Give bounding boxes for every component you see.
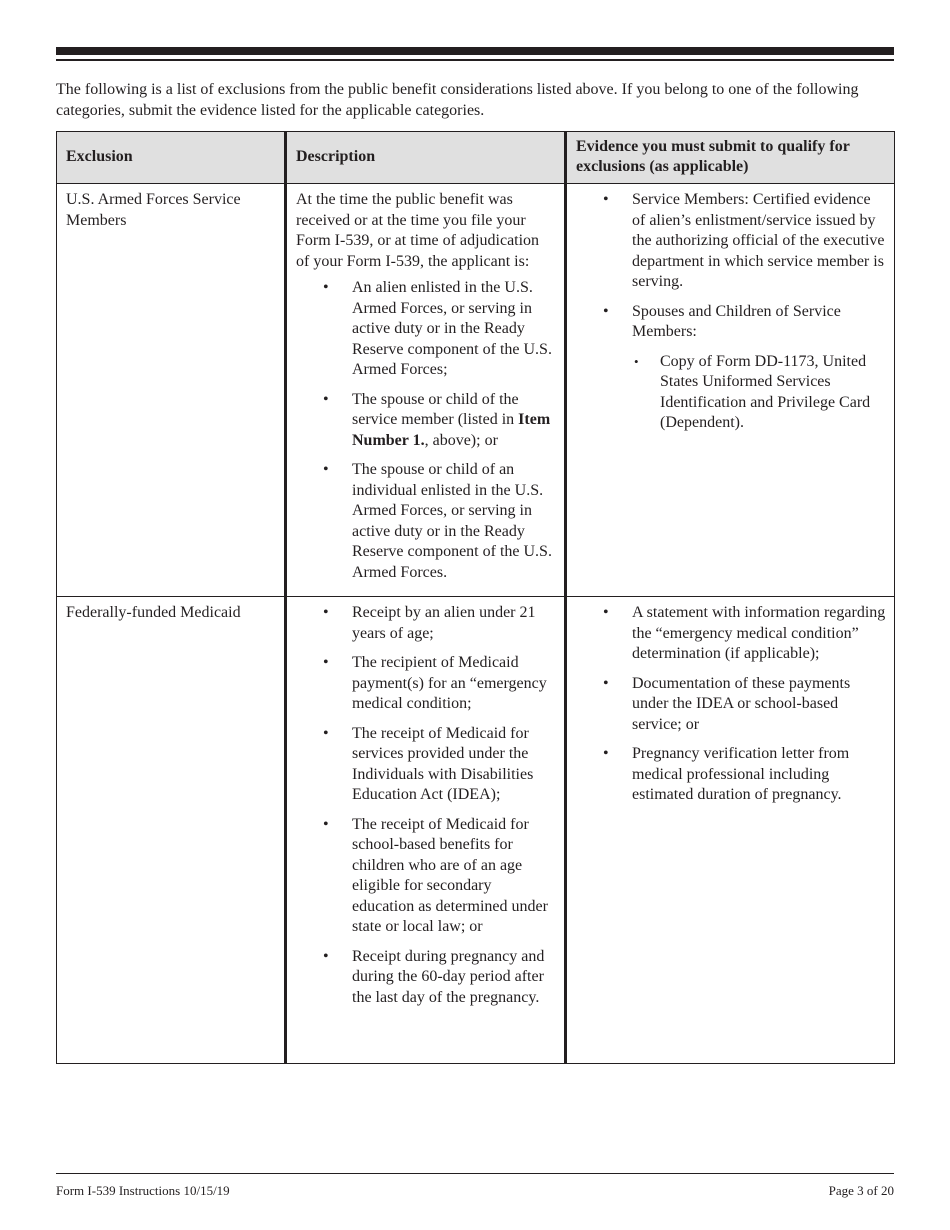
list-item: • A statement with information regarding the “emergency medical condition” determination (if applicable);: [576, 603, 886, 665]
evidence-list: [576, 603, 886, 806]
list-item: • Documentation of these payments under the IDEA or school-based service; or: [576, 674, 886, 736]
description-lead: At the time the public benefit was received or at the time you file your Form I-539, or at time of adjudication of your Form I-539, the applicant is:: [296, 191, 540, 270]
list-item-text: Spouses and Children of Service Members:: [632, 302, 841, 340]
evidence-list: [576, 190, 886, 434]
list-item: • Service Members: Certified evidence of alien’s enlistment/service issued by the authorizing official of the executive department in which service member is serving.: [576, 190, 886, 293]
footer-form-label: Form I-539 Instructions 10/15/19: [56, 1183, 230, 1198]
list-item: • Pregnancy verification letter from medical professional including estimated duration of pregnancy.: [576, 744, 886, 806]
header-description: Description: [286, 132, 566, 184]
list-item: • The receipt of Medicaid for services provided under the Individuals with Disabilities Education Act (IDEA);: [296, 724, 556, 806]
list-item: • Receipt by an alien under 21 years of age;: [296, 603, 556, 644]
description-cell: [286, 597, 566, 1064]
table-header-row: [57, 132, 895, 184]
description-cell: [286, 184, 566, 597]
evidence-cell: [566, 597, 895, 1064]
table-row: [57, 184, 895, 597]
list-item: • An alien enlisted in the U.S. Armed Forces, or serving in active duty or in the Ready Reserve component of the U.S. Armed Forces;: [296, 278, 556, 381]
list-item-text: , above); or: [424, 431, 498, 449]
description-list: [296, 603, 556, 1008]
list-item: • The receipt of Medicaid for school-based benefits for children who are of an age eligible for secondary education as determined under state or local law; or: [296, 815, 556, 938]
exclusion-cell: Federally-funded Medicaid: [57, 597, 286, 1064]
evidence-cell: [566, 184, 895, 597]
footer-rule: [56, 1173, 894, 1174]
header-exclusion: Exclusion: [57, 132, 286, 184]
header-evidence: Evidence you must submit to qualify for exclusions (as applicable): [566, 132, 895, 184]
list-item: [296, 390, 556, 452]
list-item: • Copy of Form DD-1173, United States Uniformed Services Identification and Privilege Card (Dependent).: [632, 352, 886, 434]
table-row: [57, 597, 895, 1064]
description-list: [296, 278, 556, 583]
intro-paragraph: The following is a list of exclusions from the public benefit considerations listed above. If you belong to one of the following categories, submit the evidence listed for the applicable categories.: [56, 81, 859, 119]
list-item: • Receipt during pregnancy and during the 60-day period after the last day of the pregnancy.: [296, 947, 556, 1009]
exclusions-table: [56, 131, 895, 1064]
list-item: • The spouse or child of an individual enlisted in the U.S. Armed Forces, or serving in active duty or in the Ready Reserve component of the U.S. Armed Forces.: [296, 460, 556, 583]
list-item: • The recipient of Medicaid payment(s) for an “emergency medical condition;: [296, 653, 556, 715]
footer-page-number: Page 3 of 20: [828, 1183, 894, 1198]
evidence-sublist: [632, 352, 886, 434]
header-rule-thick: [56, 47, 894, 55]
header-rule-thin: [56, 59, 894, 61]
exclusion-cell: U.S. Armed Forces Service Members: [57, 184, 286, 597]
list-item-text: The spouse or child of the service member (listed in: [352, 390, 519, 428]
item-number-reference: Item Number 1.: [352, 411, 551, 449]
list-item: [576, 302, 886, 434]
